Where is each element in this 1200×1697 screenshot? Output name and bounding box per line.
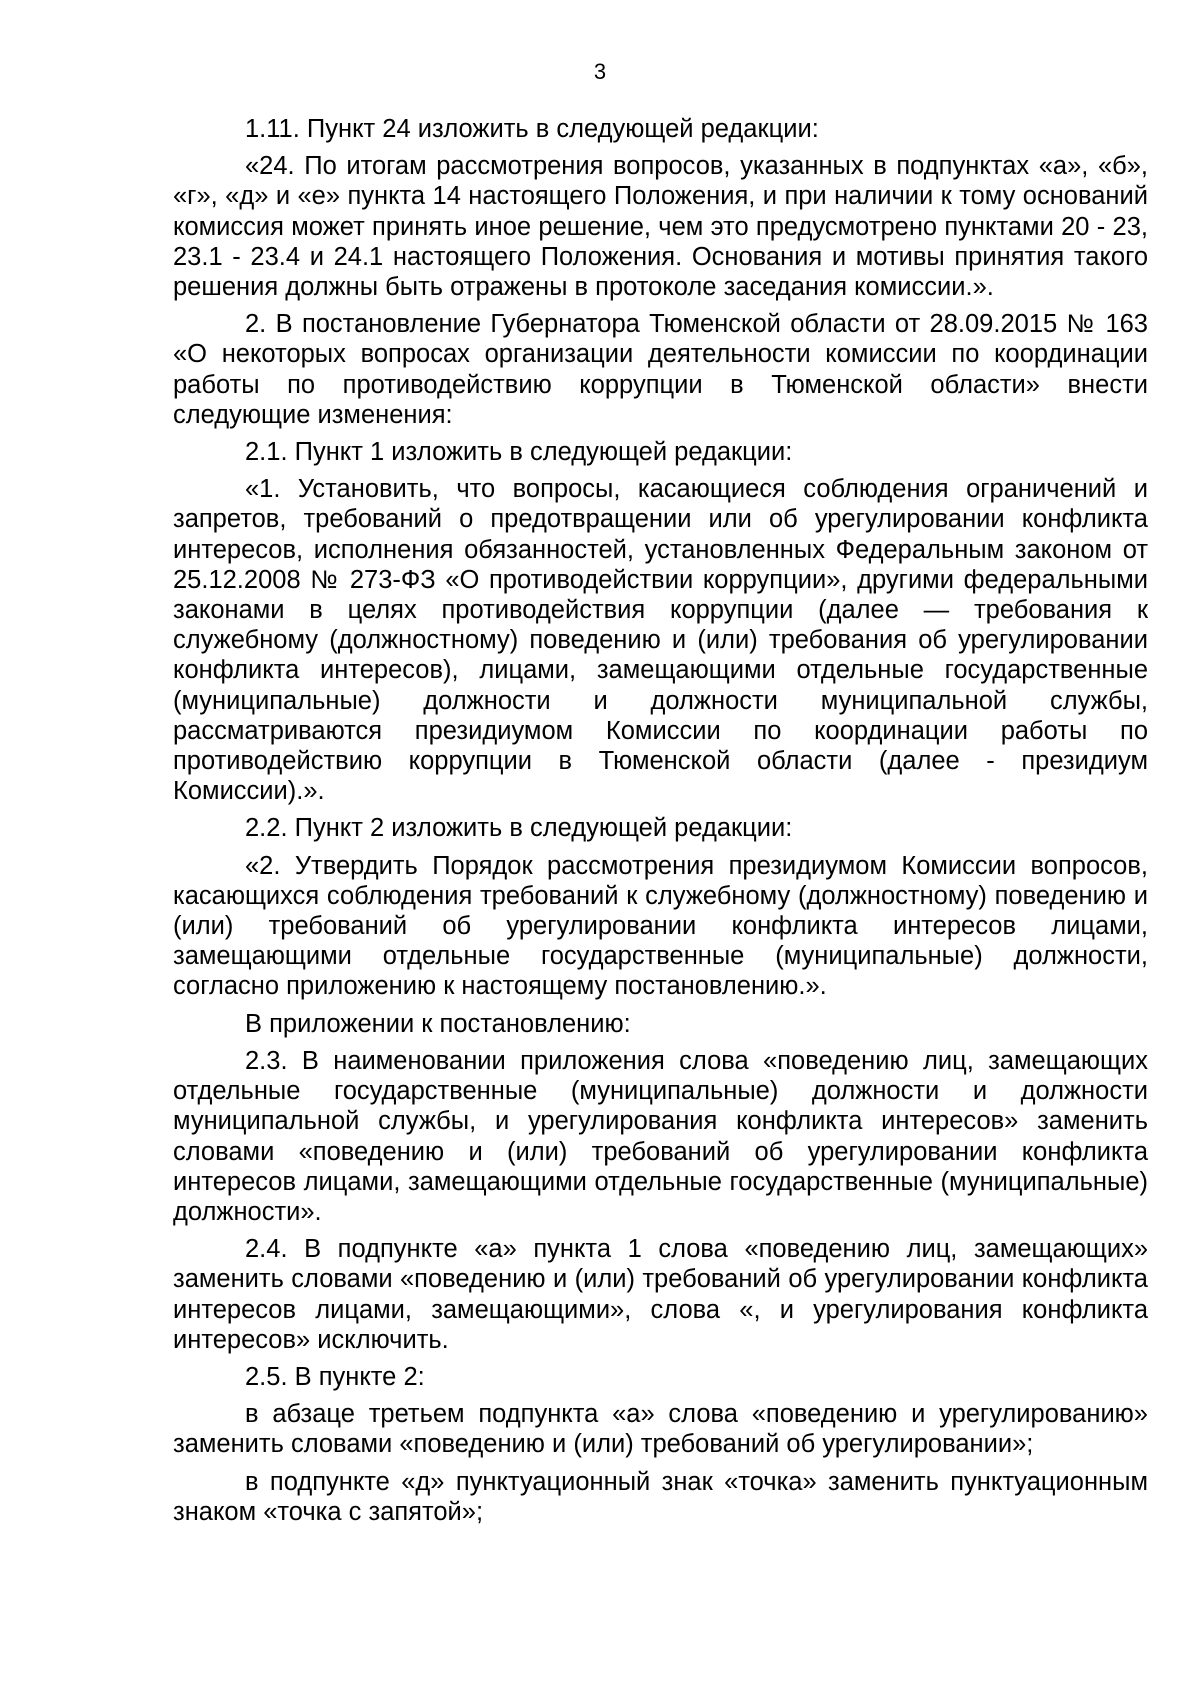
paragraph-annex-intro: В приложении к постановлению: (245, 1009, 631, 1038)
paragraph-2-1: 2.1. Пункт 1 изложить в следующей редакции: (245, 438, 793, 467)
paragraph-1-11: 1.11. Пункт 24 изложить в следующей редакции: (245, 115, 819, 143)
paragraph-item-24-text: «24. По итогам рассмотрения вопросов, указанных в подпунктах «а», «б», «г», «д» и «е» пункта 14 настоящего Положения, и при наличии к тому оснований комиссия может принять иное решение, чем это предусмотрено пунктами 20 - 23, 23.1 - 23.4 и 24.1 настоящего Положения. Основания и мотивы принятия такого решения должны быть отражены в протоколе заседания комиссии.». (173, 152, 1148, 302)
paragraph-item-2-text: «2. Утвердить Порядок рассмотрения президиумом Комиссии вопросов, касающихся соблюдения требований к служебному (должностному) поведению и (или) требований об урегулировании конфликта интересов лицами, замещающими отдельные государственные (муниципальные) должности, согласно приложению к настоящему постановлению.». (173, 851, 1148, 1001)
paragraph-2-2: 2.2. Пункт 2 изложить в следующей редакции: (245, 814, 793, 843)
paragraph-2-5-a: в абзаце третьем подпункта «а» слова «поведению и урегулированию» заменить словами «поведению и (или) требований об урегулировании»; (173, 1400, 1148, 1459)
document-body (173, 114, 1148, 1534)
page-number: 3 (593, 59, 607, 84)
paragraph-2-intro: 2. В постановление Губернатора Тюменской области от 28.09.2015 № 163 «О некоторых вопросах организации деятельности комиссии по координации работы по противодействию коррупции в Тюменской области» внести следующие изменения: (173, 310, 1148, 429)
paragraph-2-5: 2.5. В пункте 2: (245, 1362, 425, 1391)
paragraph-2-3: 2.3. В наименовании приложения слова «поведению лиц, замещающих отдельные государственные (муниципальные) должности и должности муниципальной службы, и урегулирования конфликта интересов» заменить словами «поведению и (или) требований об урегулировании конфликта интересов лицами, замещающими отдельные государственные (муниципальные) должности». (173, 1046, 1148, 1226)
paragraph-item-1-text: «1. Установить, что вопросы, касающиеся соблюдения ограничений и запретов, требований о предотвращении или об урегулировании конфликта интересов, исполнения обязанностей, установленных Федеральным законом от 25.12.2008 № 273-ФЗ «О противодействии коррупции», другими федеральными законами в целях противодействия коррупции (далее — требования к служебному (должностному) поведению и (или) требования об урегулировании конфликта интересов), лицами, замещающими отдельные государственные (муниципальные) должности и должности муниципальной службы, рассматриваются президиумом Комиссии по координации работы по противодействию коррупции в Тюменской области (далее - президиум Комиссии).». (173, 475, 1148, 806)
paragraph-2-4: 2.4. В подпункте «а» пункта 1 слова «поведению лиц, замещающих» заменить словами «поведению и (или) требований об урегулировании конфликта интересов лицами, замещающими», слова «, и урегулирования конфликта интересов» исключить. (173, 1235, 1148, 1354)
paragraph-2-5-d: в подпункте «д» пунктуационный знак «точка» заменить пунктуационным знаком «точка с запятой»; (173, 1467, 1148, 1526)
